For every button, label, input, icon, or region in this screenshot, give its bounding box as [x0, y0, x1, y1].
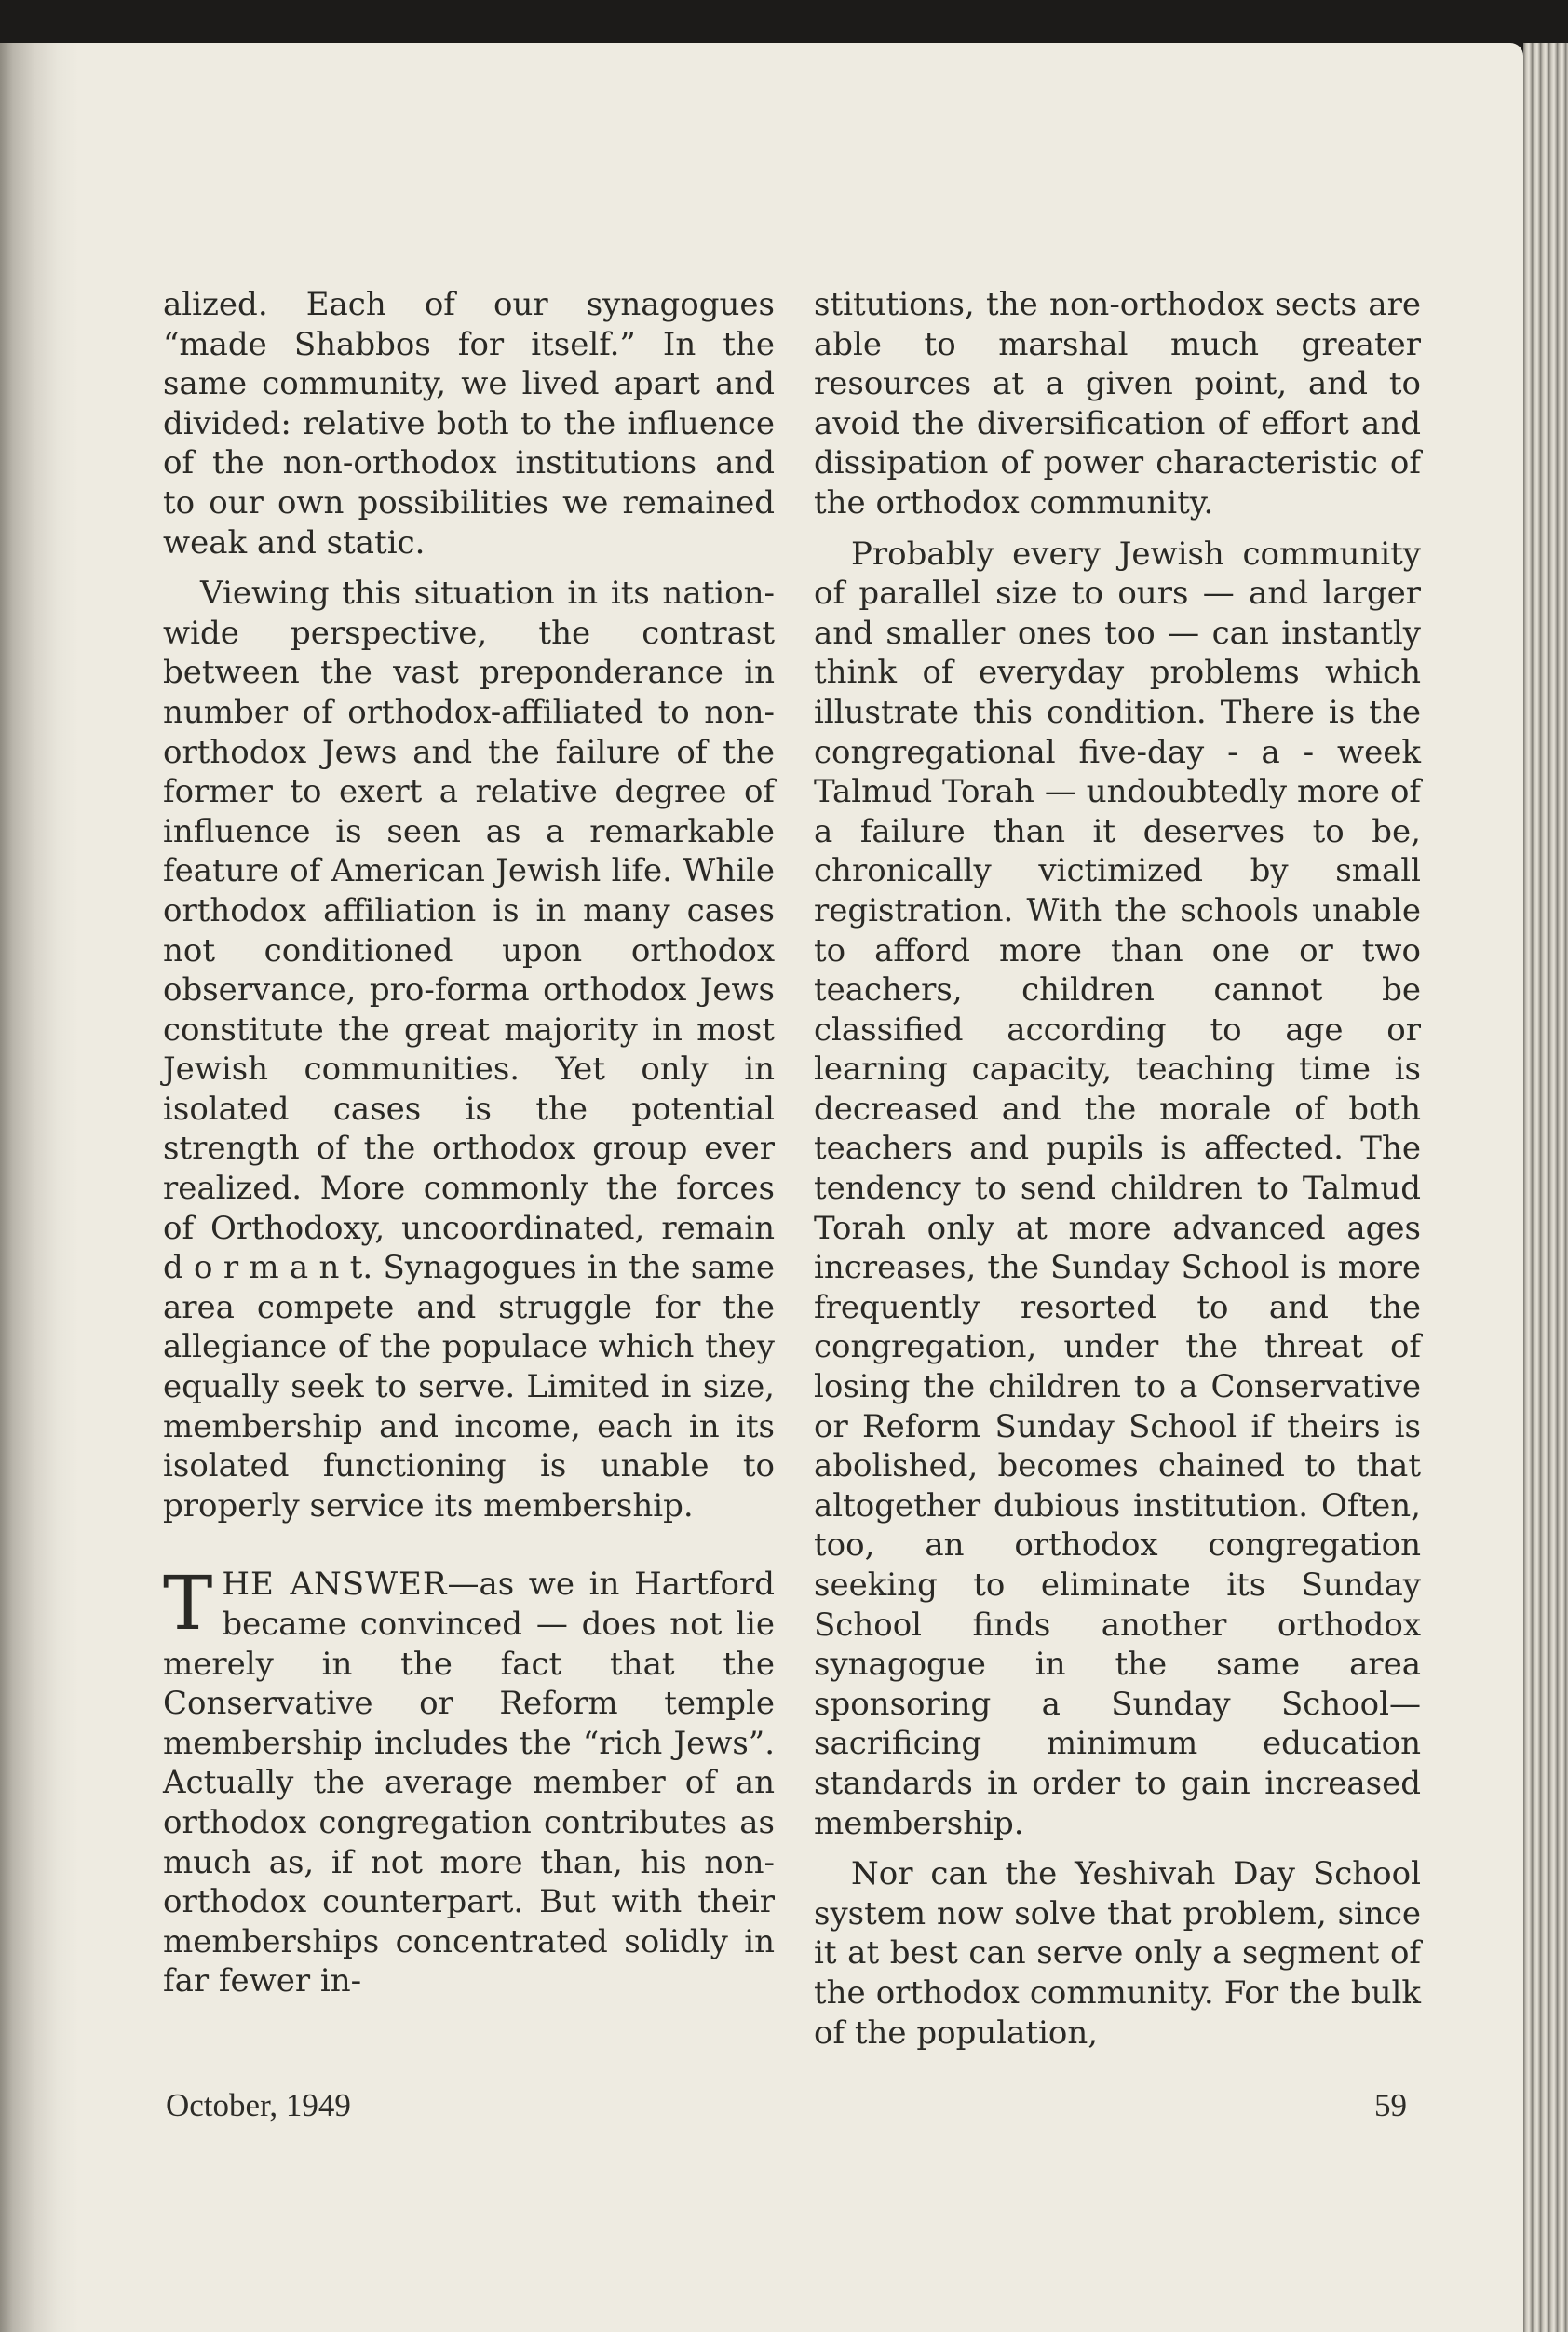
left-paragraph-3: —as we in Hartford became convinced — does not lie merely in the fact that the Conservative or Reform temple membership includes the “rich Jews”. Actually the average member of an orthodox congregation contributes as much as, if not more than, his non-orthodox counterpart. But with their memberships concentrated solidly in far fewer in- [163, 1566, 775, 2000]
left-column [163, 285, 775, 2001]
right-paragraph-2: Probably every Jewish community of parallel size to ours — and larger and smaller ones too — can instantly think of everyday problems which illustrate this condition. There is the congregational five-day - a - week Talmud Torah — undoubtedly more of a failure than it deserves to be, chronically victimized by small registration. With the schools unable to afford more than one or two teachers, children cannot be classified according to age or learning capacity, teaching time is decreased and the morale of both teachers and pupils is affected. The tendency to send children to Talmud Torah only at more advanced ages increases, the Sunday School is more frequently resorted to and the congregation, under the threat of losing the children to a Conservative or Reform Sunday School if theirs is abolished, becomes chained to that altogether dubious institution. Often, too, an orthodox congregation seeking to eliminate its Sunday School finds another orthodox synagogue in the same area sponsoring a Sunday School—sacrificing minimum education standards in order to gain increased membership. [814, 535, 1421, 1842]
right-paragraph-3: Nor can the Yeshivah Day School system now solve that problem, since it at best can serve only a segment of the orthodox community. For the bulk of the population, [814, 1855, 1421, 2052]
section-heading: HE ANSWER [222, 1566, 448, 1604]
magazine-page [0, 43, 1523, 2332]
page-number: 59 [1374, 2087, 1407, 2123]
drop-cap: T [163, 1560, 213, 1647]
right-column [814, 285, 1421, 2053]
section-answer-paragraph [163, 1560, 775, 2001]
page-stack-edge [1523, 43, 1568, 2332]
binding-gutter-shadow [0, 43, 78, 2332]
right-paragraph-1: stitutions, the non-orthodox sects are able to marshal much greater resources at a given point, and to avoid the diversification of effort and dissipation of power characteristic of the orthodox community. [814, 286, 1421, 522]
left-paragraph-2: Viewing this situation in its nation-wide perspective, the contrast between the vast preponderance in number of orthodox-affiliated to non-orthodox Jews and the failure of the former to exert a relative degree of influence is seen as a remarkable feature of American Jewish life. While orthodox affiliation is in many cases not conditioned upon orthodox observance, pro-forma orthodox Jews constitute the great majority in most Jewish communities. Yet only in isolated cases is the potential strength of the orthodox group ever realized. More commonly the forces of Orthodoxy, uncoordinated, remain d o r m a n t. Synagogues in the same area compete and struggle for the allegiance of the populace which they equally seek to serve. Limited in size, membership and income, each in its isolated functioning is unable to properly service its membership. [163, 575, 775, 1525]
issue-date: October, 1949 [166, 2087, 351, 2123]
left-paragraph-1: alized. Each of our synagogues “made Shabbos for itself.” In the same community, we lived apart and divided: relative both to the influence of the non-orthodox institutions and to our own possibilities we remained weak and static. [163, 286, 775, 562]
